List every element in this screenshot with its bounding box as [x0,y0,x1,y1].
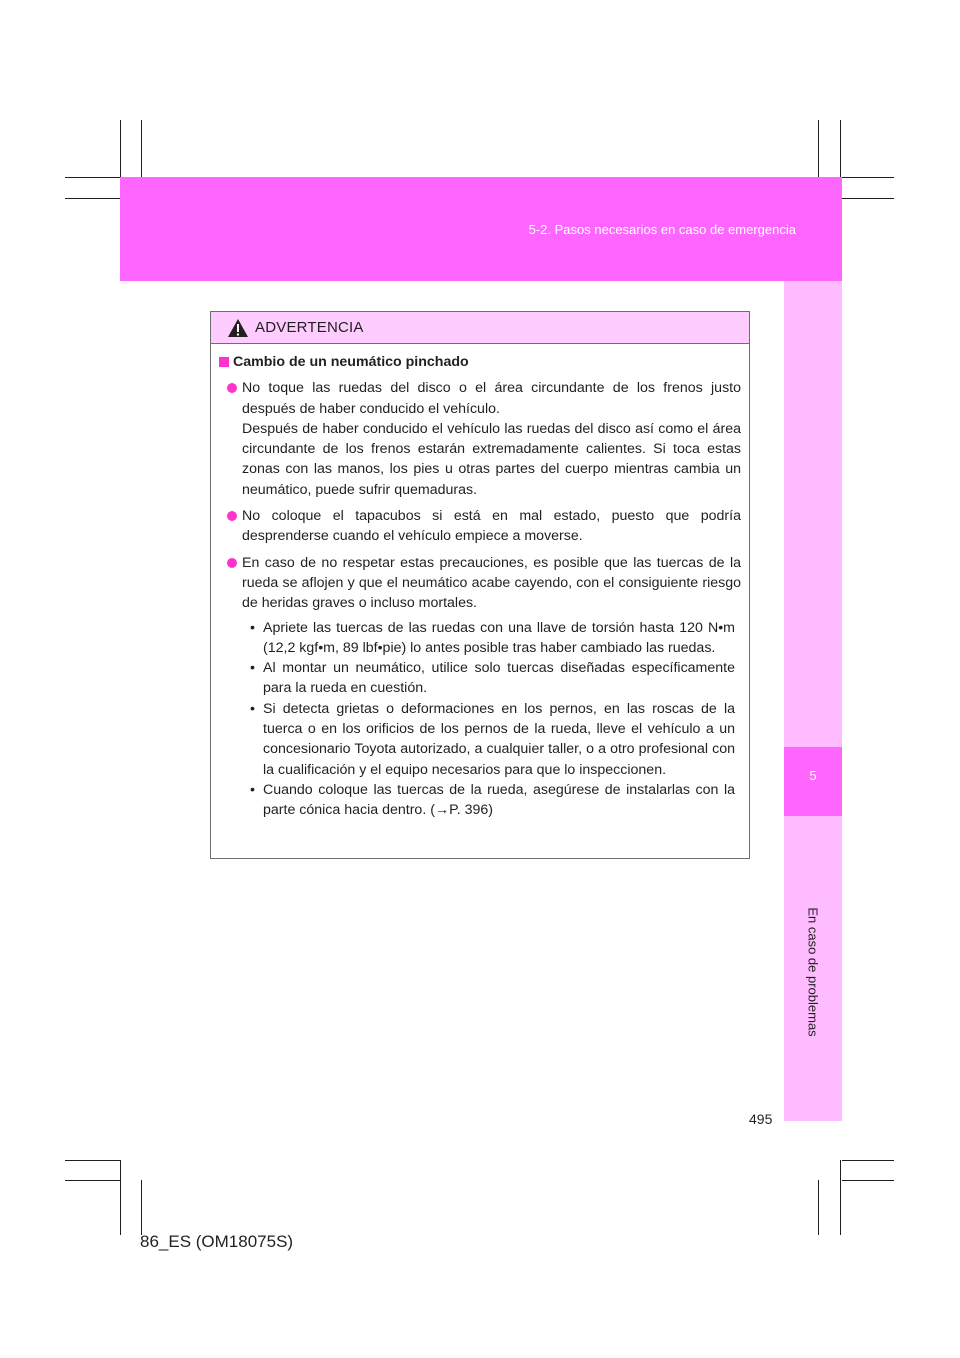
warning-dash-item-text: Apriete las tuercas de las ruedas con una llave de torsión hasta 120 N•m (12,2 kgf•m, 89 lbf•pie) lo antes posible tras haber cambiado las ruedas. [263,619,735,656]
crop-mark [842,177,894,178]
warning-bullet [219,506,741,547]
warning-dash-item [250,658,735,699]
crop-mark [842,198,894,199]
warning-triangle-icon [227,318,249,338]
crop-mark [65,1160,120,1161]
crop-mark [65,198,120,199]
warning-dash-item [250,618,735,659]
warning-subheading-text: Cambio de un neumático pinchado [233,354,469,370]
crop-mark [65,1180,120,1181]
crop-mark [65,177,120,178]
warning-content [219,352,741,827]
square-bullet-icon [219,357,229,367]
warning-dash-list [242,618,741,821]
dash-bullet-icon: • [250,660,255,677]
warning-header [211,312,749,344]
warning-box [210,311,750,859]
crop-mark [842,1180,894,1181]
dash-bullet-icon: • [250,781,255,798]
warning-subheading [219,352,741,372]
warning-bullet-text: En caso de no respetar estas precauciones, es posible que las tuercas de la rueda se aflojen y que el neumático acabe cayendo, con el consiguiente riesgo de heridas graves o incluso mortales. [242,554,741,612]
crop-mark [842,1160,894,1161]
dash-bullet-icon: • [250,619,255,636]
warning-bullet-text: No toque las ruedas del disco o el área circundante de los frenos justo después de haber conducido el vehículo. [242,380,741,417]
page-number: 495 [749,1111,773,1127]
crop-mark [840,1160,841,1235]
warning-dash-item [250,699,735,780]
section-title: 5-2. Pasos necesarios en caso de emergencia [528,222,796,237]
warning-bullet [219,553,741,821]
chapter-number: 5 [809,768,817,783]
warning-dash-item-text: Cuando coloque las tuercas de la rueda, asegúrese de instalarlas con la parte cónica hacia dentro. (→P. 396) [263,781,735,819]
circle-bullet-icon [227,511,237,521]
crop-mark [141,1180,142,1235]
warning-dash-item-text: Si detecta grietas o deformaciones en los pernos, en las roscas de la tuerca o en los orificios de los pernos de la rueda, lleve el vehículo a un concesionario Toyota autorizado, a cualquier taller, o a otro profesional con la cualificación y el equipo necesarios para que lo inspeccionen. [263,700,735,778]
crop-mark [818,120,819,177]
chapter-name: En caso de problemas [805,907,821,1037]
crop-mark [818,1180,819,1235]
dash-bullet-icon: • [250,700,255,717]
crop-mark [120,1160,121,1235]
warning-bullet-text: No coloque el tapacubos si está en mal estado, puesto que podría desprenderse cuando el vehículo empiece a moverse. [242,508,741,545]
circle-bullet-icon [227,383,237,393]
document-code: 86_ES (OM18075S) [140,1232,294,1251]
warning-bullet [219,378,741,500]
circle-bullet-icon [227,558,237,568]
warning-dash-item-text: Al montar un neumático, utilice solo tuercas diseñadas específicamente para la rueda en cuestión. [263,660,735,697]
warning-dash-item [250,780,735,821]
warning-title: ADVERTENCIA [255,319,364,336]
crop-mark [141,120,142,177]
warning-bullet-continuation: Después de haber conducido el vehículo las ruedas del disco así como el área circundante de los frenos estarán extremadamente calientes. Si toca estas zonas con las manos, los pies u otras partes del cuerpo mientras cambia un neumático, puede sufrir quemaduras. [242,420,741,498]
